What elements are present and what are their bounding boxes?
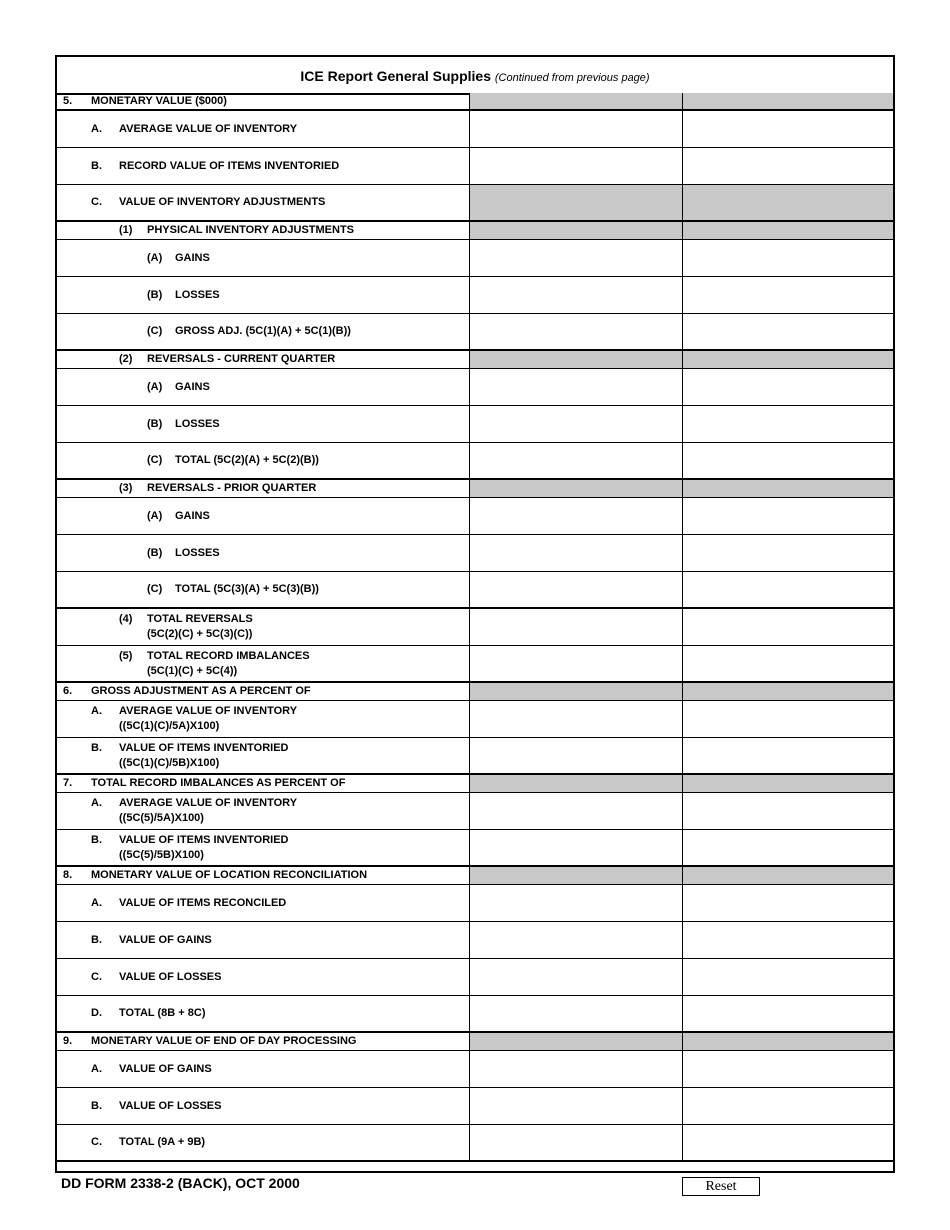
value-cell	[682, 406, 893, 442]
row-text: TOTAL RECORD IMBALANCES AS PERCENT OF	[91, 777, 346, 789]
value-input-col2[interactable]	[683, 498, 893, 534]
form-row	[57, 830, 893, 867]
row-text: MONETARY VALUE ($000)	[91, 94, 227, 107]
row-label	[57, 314, 469, 349]
row-text: AVERAGE VALUE OF INVENTORY	[119, 122, 298, 135]
value-input-col1[interactable]	[470, 148, 682, 184]
row-label-line	[57, 352, 469, 367]
form-row	[57, 498, 893, 535]
row-label-line	[57, 94, 469, 109]
row-text: LOSSES	[175, 546, 220, 559]
row-label	[57, 1051, 469, 1087]
row-number: B.	[91, 159, 102, 172]
form-row	[57, 1051, 893, 1088]
row-text: TOTAL RECORD IMBALANCES	[147, 649, 310, 662]
value-cell	[682, 738, 893, 773]
shaded-cell	[469, 775, 682, 792]
row-text: ((5C(5)/5B)X100)	[119, 848, 204, 861]
value-cell	[682, 148, 893, 184]
row-number: C.	[91, 1136, 102, 1148]
row-number: (A)	[147, 380, 163, 393]
row-label-line	[57, 417, 469, 432]
value-input-col1[interactable]	[470, 498, 682, 534]
row-text: AVERAGE VALUE OF INVENTORY	[119, 797, 298, 809]
value-input-col2[interactable]	[683, 572, 893, 607]
row-number: (2)	[119, 353, 133, 365]
shaded-cell	[682, 1033, 893, 1050]
row-label-line	[57, 195, 469, 210]
row-text: TOTAL (5C(2)(A) + 5C(2)(B))	[175, 454, 319, 466]
value-cell	[682, 314, 893, 349]
row-label	[57, 572, 469, 607]
shaded-cell	[682, 222, 893, 239]
row-label	[57, 369, 469, 405]
value-cell	[682, 1051, 893, 1087]
form-title: ICE Report General Supplies	[300, 68, 491, 84]
row-label-line	[57, 380, 469, 395]
form-row	[57, 406, 893, 443]
form-row	[57, 701, 893, 738]
row-text: GAINS	[175, 380, 210, 393]
row-label	[57, 185, 469, 220]
row-number: (B)	[147, 288, 163, 301]
row-label	[57, 1088, 469, 1124]
form-row	[57, 1033, 893, 1051]
value-cell	[469, 701, 682, 737]
value-cell	[682, 996, 893, 1031]
row-label-line	[57, 933, 469, 948]
value-input-col2[interactable]	[683, 793, 893, 829]
row-label	[57, 775, 469, 792]
value-input-col1[interactable]	[470, 535, 682, 571]
value-cell	[469, 277, 682, 313]
row-label-line	[57, 776, 469, 791]
row-number: A.	[91, 705, 102, 717]
form-id: DD FORM 2338-2 (BACK), OCT 2000	[61, 1175, 300, 1191]
value-cell	[469, 646, 682, 681]
value-input-col1[interactable]	[470, 609, 682, 645]
value-cell	[469, 738, 682, 773]
value-input-col2[interactable]	[683, 609, 893, 645]
row-label	[57, 240, 469, 276]
value-cell	[682, 111, 893, 147]
value-input-col1[interactable]	[470, 885, 682, 921]
row-label-line	[57, 741, 469, 756]
row-text: TOTAL (8B + 8C)	[119, 1007, 206, 1019]
value-cell	[469, 111, 682, 147]
row-number: 7.	[63, 777, 73, 789]
form-row	[57, 609, 893, 646]
value-input-col2[interactable]	[683, 406, 893, 442]
form-row	[57, 443, 893, 480]
value-cell	[682, 572, 893, 607]
value-input-col2[interactable]	[683, 443, 893, 478]
row-label-line	[57, 664, 469, 679]
row-number: (1)	[119, 224, 133, 236]
row-text: REVERSALS - CURRENT QUARTER	[147, 353, 336, 365]
row-label-line	[57, 704, 469, 719]
value-cell	[469, 793, 682, 829]
value-cell	[469, 314, 682, 349]
row-label-line	[57, 251, 469, 266]
row-number: A.	[91, 122, 102, 135]
value-cell	[682, 701, 893, 737]
form-row	[57, 480, 893, 498]
row-number: 8.	[63, 869, 73, 881]
value-input-col2[interactable]	[683, 701, 893, 737]
row-label-line	[57, 481, 469, 496]
row-label	[57, 885, 469, 921]
row-text: GROSS ADJ. (5C(1)(A) + 5C(1)(B))	[175, 325, 351, 337]
row-text: VALUE OF ITEMS INVENTORIED	[119, 833, 289, 846]
value-cell	[469, 959, 682, 995]
value-cell	[682, 443, 893, 478]
form-row	[57, 572, 893, 609]
value-cell	[469, 148, 682, 184]
row-label-line	[57, 848, 469, 863]
value-cell	[682, 1088, 893, 1124]
value-cell	[469, 830, 682, 865]
row-label-line	[57, 896, 469, 911]
row-label	[57, 498, 469, 534]
row-label-line	[57, 1135, 469, 1150]
value-cell	[469, 535, 682, 571]
shaded-cell	[469, 1033, 682, 1050]
row-label-line	[57, 509, 469, 524]
form-row	[57, 222, 893, 240]
row-text: VALUE OF GAINS	[119, 1062, 212, 1075]
row-text: VALUE OF ITEMS RECONCILED	[119, 896, 287, 909]
value-cell	[682, 885, 893, 921]
row-text: GAINS	[175, 251, 210, 264]
row-label	[57, 683, 469, 700]
value-cell	[682, 793, 893, 829]
row-label	[57, 535, 469, 571]
row-text: VALUE OF ITEMS INVENTORIED	[119, 741, 289, 754]
value-input-col2[interactable]	[683, 1125, 893, 1160]
value-cell	[469, 1088, 682, 1124]
row-label-line	[57, 612, 469, 627]
value-input-col2[interactable]	[683, 111, 893, 147]
row-label	[57, 148, 469, 184]
value-cell	[469, 885, 682, 921]
row-label	[57, 701, 469, 737]
value-input-col1[interactable]	[470, 406, 682, 442]
row-number: B.	[91, 933, 102, 946]
form-row	[57, 996, 893, 1033]
row-label	[57, 1033, 469, 1050]
value-input-col1[interactable]	[470, 111, 682, 147]
row-number: (C)	[147, 325, 163, 337]
value-input-col1[interactable]	[470, 277, 682, 313]
shaded-cell	[682, 683, 893, 700]
form-table	[55, 55, 895, 1173]
shaded-cell	[682, 867, 893, 884]
row-number: (C)	[147, 454, 163, 466]
row-label	[57, 867, 469, 884]
shaded-cell	[682, 185, 893, 220]
form-row	[57, 793, 893, 830]
value-cell	[682, 498, 893, 534]
row-label-line	[57, 649, 469, 664]
form-row	[57, 314, 893, 351]
form-row	[57, 148, 893, 185]
row-label	[57, 793, 469, 829]
form-row	[57, 277, 893, 314]
row-label	[57, 830, 469, 865]
form-row	[57, 1088, 893, 1125]
row-label-line	[57, 833, 469, 848]
value-cell	[469, 922, 682, 958]
row-number: A.	[91, 1062, 102, 1075]
row-label-line	[57, 627, 469, 642]
value-cell	[682, 646, 893, 681]
row-text: LOSSES	[175, 288, 220, 301]
row-number: (B)	[147, 546, 163, 559]
shaded-cell	[682, 480, 893, 497]
row-number: 5.	[63, 94, 73, 107]
shaded-cell	[682, 93, 893, 109]
row-label	[57, 646, 469, 681]
row-text: AVERAGE VALUE OF INVENTORY	[119, 705, 298, 717]
row-label-line	[57, 223, 469, 238]
row-number: 6.	[63, 685, 73, 697]
row-label-line	[57, 159, 469, 174]
value-input-col2[interactable]	[683, 738, 893, 773]
value-input-col1[interactable]	[470, 240, 682, 276]
row-label-line	[57, 796, 469, 811]
value-cell	[469, 406, 682, 442]
form-row	[57, 351, 893, 369]
value-cell	[682, 922, 893, 958]
value-cell	[682, 369, 893, 405]
row-text: VALUE OF GAINS	[119, 933, 212, 946]
row-label-line	[57, 970, 469, 985]
row-text: RECORD VALUE OF ITEMS INVENTORIED	[119, 159, 340, 172]
row-label	[57, 738, 469, 773]
value-input-col2[interactable]	[683, 314, 893, 349]
row-text: ((5C(1)(C)/5B)X100)	[119, 756, 220, 769]
row-text: PHYSICAL INVENTORY ADJUSTMENTS	[147, 224, 354, 236]
row-label-line	[57, 122, 469, 137]
value-input-col1[interactable]	[470, 314, 682, 349]
row-text: MONETARY VALUE OF LOCATION RECONCILIATION	[91, 869, 368, 881]
value-cell	[469, 443, 682, 478]
value-input-col1[interactable]	[470, 1125, 682, 1160]
value-input-col1[interactable]	[470, 793, 682, 829]
value-cell	[682, 609, 893, 645]
row-text: ((5C(1)(C)/5A)X100)	[119, 720, 220, 732]
row-label	[57, 277, 469, 313]
row-label	[57, 959, 469, 995]
row-text: TOTAL REVERSALS	[147, 613, 253, 625]
form-row	[57, 240, 893, 277]
row-text: ((5C(5)/5A)X100)	[119, 812, 204, 824]
row-text: MONETARY VALUE OF END OF DAY PROCESSING	[91, 1035, 357, 1047]
value-cell	[469, 498, 682, 534]
row-label-line	[57, 582, 469, 597]
form-row	[57, 535, 893, 572]
value-cell	[682, 830, 893, 865]
value-cell	[469, 240, 682, 276]
value-input-col2[interactable]	[683, 885, 893, 921]
row-number: C.	[91, 196, 102, 208]
reset-button[interactable]: Reset	[682, 1177, 760, 1196]
row-number: A.	[91, 797, 102, 809]
shaded-cell	[469, 480, 682, 497]
row-number: (C)	[147, 583, 163, 595]
row-label	[57, 93, 469, 109]
row-number: B.	[91, 833, 102, 846]
shaded-cell	[469, 185, 682, 220]
shaded-cell	[469, 351, 682, 368]
shaded-cell	[469, 683, 682, 700]
row-label-line	[57, 719, 469, 734]
row-label	[57, 480, 469, 497]
row-text: REVERSALS - PRIOR QUARTER	[147, 482, 317, 494]
row-label	[57, 351, 469, 368]
value-cell	[469, 1125, 682, 1160]
row-number: B.	[91, 1099, 102, 1112]
value-input-col1[interactable]	[470, 701, 682, 737]
form-row	[57, 93, 893, 111]
form-row	[57, 1125, 893, 1162]
form-row	[57, 185, 893, 222]
row-label-line	[57, 546, 469, 561]
value-input-col2[interactable]	[683, 1051, 893, 1087]
form-row	[57, 867, 893, 885]
value-cell	[469, 1051, 682, 1087]
row-label-line	[57, 1099, 469, 1114]
row-number: (3)	[119, 482, 133, 494]
row-text: GROSS ADJUSTMENT AS A PERCENT OF	[91, 685, 311, 697]
row-text: GAINS	[175, 509, 210, 522]
value-input-col1[interactable]	[470, 1051, 682, 1087]
value-cell	[469, 609, 682, 645]
value-cell	[682, 240, 893, 276]
value-input-col1[interactable]	[470, 369, 682, 405]
row-number: (4)	[119, 613, 133, 625]
shaded-cell	[682, 775, 893, 792]
row-number: (A)	[147, 251, 163, 264]
value-cell	[469, 572, 682, 607]
value-input-col2[interactable]	[683, 959, 893, 995]
form-row	[57, 775, 893, 793]
row-text: VALUE OF INVENTORY ADJUSTMENTS	[119, 196, 326, 208]
row-label-line	[57, 756, 469, 771]
row-label-line	[57, 324, 469, 339]
form-row	[57, 885, 893, 922]
row-text: LOSSES	[175, 417, 220, 430]
value-cell	[469, 369, 682, 405]
continued-note: (Continued from previous page)	[494, 72, 650, 84]
row-number: D.	[91, 1007, 102, 1019]
value-input-col1[interactable]	[470, 922, 682, 958]
row-number: (A)	[147, 509, 163, 522]
value-cell	[682, 1125, 893, 1160]
value-cell	[469, 996, 682, 1031]
shaded-cell	[682, 351, 893, 368]
form-row	[57, 959, 893, 996]
value-input-col1[interactable]	[470, 959, 682, 995]
form-row	[57, 111, 893, 148]
row-label-line	[57, 453, 469, 468]
row-label	[57, 222, 469, 239]
row-label	[57, 609, 469, 645]
row-label	[57, 111, 469, 147]
row-text: VALUE OF LOSSES	[119, 970, 222, 983]
row-number: A.	[91, 896, 102, 909]
row-number: B.	[91, 741, 102, 754]
row-label-line	[57, 288, 469, 303]
row-label	[57, 996, 469, 1031]
form-row	[57, 646, 893, 683]
row-label-line	[57, 811, 469, 826]
form-row	[57, 738, 893, 775]
row-text: (5C(2)(C) + 5C(3)(C))	[147, 628, 253, 640]
value-input-col1[interactable]	[470, 830, 682, 865]
row-label	[57, 1125, 469, 1160]
row-number: (5)	[119, 649, 133, 662]
row-number: (B)	[147, 417, 163, 430]
value-cell	[682, 277, 893, 313]
row-label	[57, 406, 469, 442]
value-input-col1[interactable]	[470, 1088, 682, 1124]
value-input-col2[interactable]	[683, 369, 893, 405]
row-label-line	[57, 868, 469, 883]
value-input-col2[interactable]	[683, 1088, 893, 1124]
row-label	[57, 443, 469, 478]
row-label-line	[57, 684, 469, 699]
shaded-cell	[469, 93, 682, 109]
row-label-line	[57, 1006, 469, 1021]
row-text: TOTAL (5C(3)(A) + 5C(3)(B))	[175, 583, 319, 595]
value-input-col1[interactable]	[470, 996, 682, 1031]
form-title-bar	[57, 57, 893, 95]
value-input-col2[interactable]	[683, 830, 893, 865]
value-input-col2[interactable]	[683, 535, 893, 571]
value-input-col2[interactable]	[683, 240, 893, 276]
row-text: TOTAL (9A + 9B)	[119, 1136, 206, 1148]
form-row	[57, 683, 893, 701]
form-row	[57, 369, 893, 406]
value-input-col1[interactable]	[470, 572, 682, 607]
value-input-col2[interactable]	[683, 148, 893, 184]
shaded-cell	[469, 222, 682, 239]
shaded-cell	[469, 867, 682, 884]
row-label-line	[57, 1034, 469, 1049]
row-number: C.	[91, 970, 102, 983]
row-label	[57, 922, 469, 958]
value-input-col2[interactable]	[683, 996, 893, 1031]
row-text: (5C(1)(C) + 5C(4))	[147, 664, 238, 677]
row-number: 9.	[63, 1035, 73, 1047]
value-cell	[682, 959, 893, 995]
value-input-col1[interactable]	[470, 646, 682, 681]
row-text: VALUE OF LOSSES	[119, 1099, 222, 1112]
form-row	[57, 922, 893, 959]
value-input-col2[interactable]	[683, 922, 893, 958]
value-input-col1[interactable]	[470, 443, 682, 478]
value-input-col2[interactable]	[683, 277, 893, 313]
row-label-line	[57, 1062, 469, 1077]
value-input-col2[interactable]	[683, 646, 893, 681]
value-input-col1[interactable]	[470, 738, 682, 773]
value-cell	[682, 535, 893, 571]
